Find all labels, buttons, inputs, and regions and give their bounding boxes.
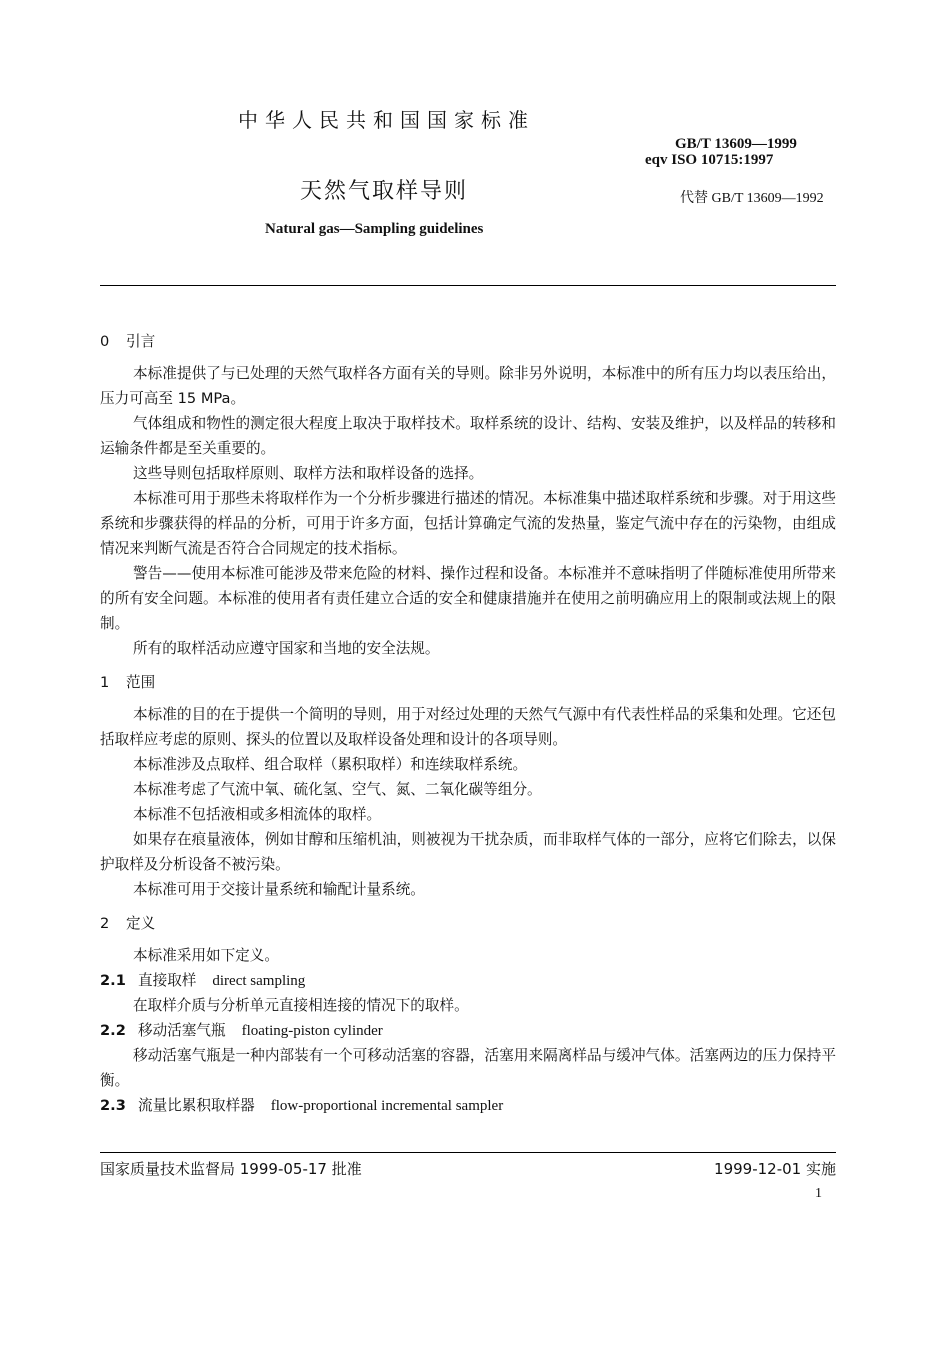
- section-heading: [100, 912, 836, 936]
- section-title: 引言: [126, 333, 156, 350]
- paragraph: 本标准提供了与已处理的天然气取样各方面有关的导则。除非另外说明，本标准中的所有压力均以表压给出，压力可高至 15 MPa。: [100, 365, 836, 407]
- standard-code: GB/T 13609—1999: [675, 136, 797, 152]
- approval-note: 国家质量技术监督局 1999-05-17 批准: [100, 1160, 362, 1178]
- replaces-note: 代替 GB/T 13609—1992: [680, 191, 824, 206]
- section-number: 0: [100, 333, 110, 350]
- page-number: 1: [815, 1186, 822, 1201]
- warning-paragraph: 警告——使用本标准可能涉及带来危险的材料、操作过程和设备。本标准并不意味指明了伴随标准使用所带来的所有安全问题。本标准的使用者有责任建立合适的安全和健康措施并在使用之前明确应用上的限制或法规上的限制。: [100, 565, 836, 632]
- definition-term: 直接取样: [138, 972, 197, 989]
- national-standard-label: 中华人民共和国国家标准: [238, 108, 535, 132]
- definition-heading: [100, 1018, 836, 1043]
- definition-number: 2.2: [100, 1022, 126, 1039]
- paragraph: 这些导则包括取样原则、取样方法和取样设备的选择。: [133, 465, 484, 482]
- paragraph: 本标准可用于那些未将取样作为一个分析步骤进行描述的情况。本标准集中描述取样系统和步骤。对于用这些系统和步骤获得的样品的分析，可用于许多方面，包括计算确定气流的发热量，鉴定气流中存在的污染物，由组成情况来判断气流是否符合合同规定的技术指标。: [100, 490, 836, 557]
- definition-heading: [100, 968, 836, 993]
- footer-divider: [100, 1152, 836, 1153]
- definition-heading: [100, 1093, 836, 1118]
- definition-term-english: floating-piston cylinder: [241, 1023, 383, 1039]
- paragraph: 气体组成和物性的测定很大程度上取决于取样技术。取样系统的设计、结构、安装及维护，以及样品的转移和运输条件都是至关重要的。: [100, 415, 836, 457]
- definition-text: 移动活塞气瓶是一种内部装有一个可移动活塞的容器，活塞用来隔离样品与缓冲气体。活塞两边的压力保持平衡。: [100, 1047, 836, 1089]
- effective-date: 1999-12-01 实施: [714, 1160, 836, 1178]
- definition-term: 移动活塞气瓶: [138, 1022, 226, 1039]
- definition-term: 流量比累积取样器: [138, 1097, 255, 1114]
- paragraph: 本标准采用如下定义。: [133, 947, 279, 964]
- paragraph: 所有的取样活动应遵守国家和当地的安全法规。: [133, 640, 440, 657]
- header-divider: [100, 285, 836, 286]
- section-heading: [100, 671, 836, 695]
- definition-number: 2.3: [100, 1097, 126, 1114]
- paragraph: 如果存在痕量液体，例如甘醇和压缩机油，则被视为干扰杂质，而非取样气体的一部分，应将它们除去，以保护取样及分析设备不被污染。: [100, 831, 836, 873]
- paragraph: 本标准考虑了气流中氧、硫化氢、空气、氮、二氧化碳等组分。: [133, 781, 542, 798]
- definition-number: 2.1: [100, 972, 126, 989]
- paragraph: 本标准可用于交接计量系统和输配计量系统。: [133, 881, 425, 898]
- paragraph: 本标准涉及点取样、组合取样（累积取样）和连续取样系统。: [133, 756, 528, 773]
- definition-term-english: direct sampling: [212, 973, 306, 989]
- section-heading: [100, 330, 836, 354]
- definition-text: 在取样介质与分析单元直接相连接的情况下的取样。: [133, 997, 469, 1014]
- paragraph: 本标准不包括液相或多相流体的取样。: [133, 806, 382, 823]
- equivalence-note: eqv ISO 10715:1997: [645, 152, 774, 168]
- english-title: Natural gas—Sampling guidelines: [265, 221, 484, 237]
- section-number: 1: [100, 674, 110, 691]
- section-number: 2: [100, 915, 110, 932]
- definition-term-english: flow-proportional incremental sampler: [270, 1098, 504, 1114]
- paragraph: 本标准的目的在于提供一个简明的导则，用于对经过处理的天然气气源中有代表性样品的采集和处理。它还包括取样应考虑的原则、探头的位置以及取样设备处理和设计的各项导则。: [100, 706, 836, 748]
- section-title: 定义: [126, 915, 156, 932]
- document-title: 天然气取样导则: [300, 179, 469, 204]
- section-title: 范围: [126, 674, 156, 691]
- document-body: [100, 330, 836, 1118]
